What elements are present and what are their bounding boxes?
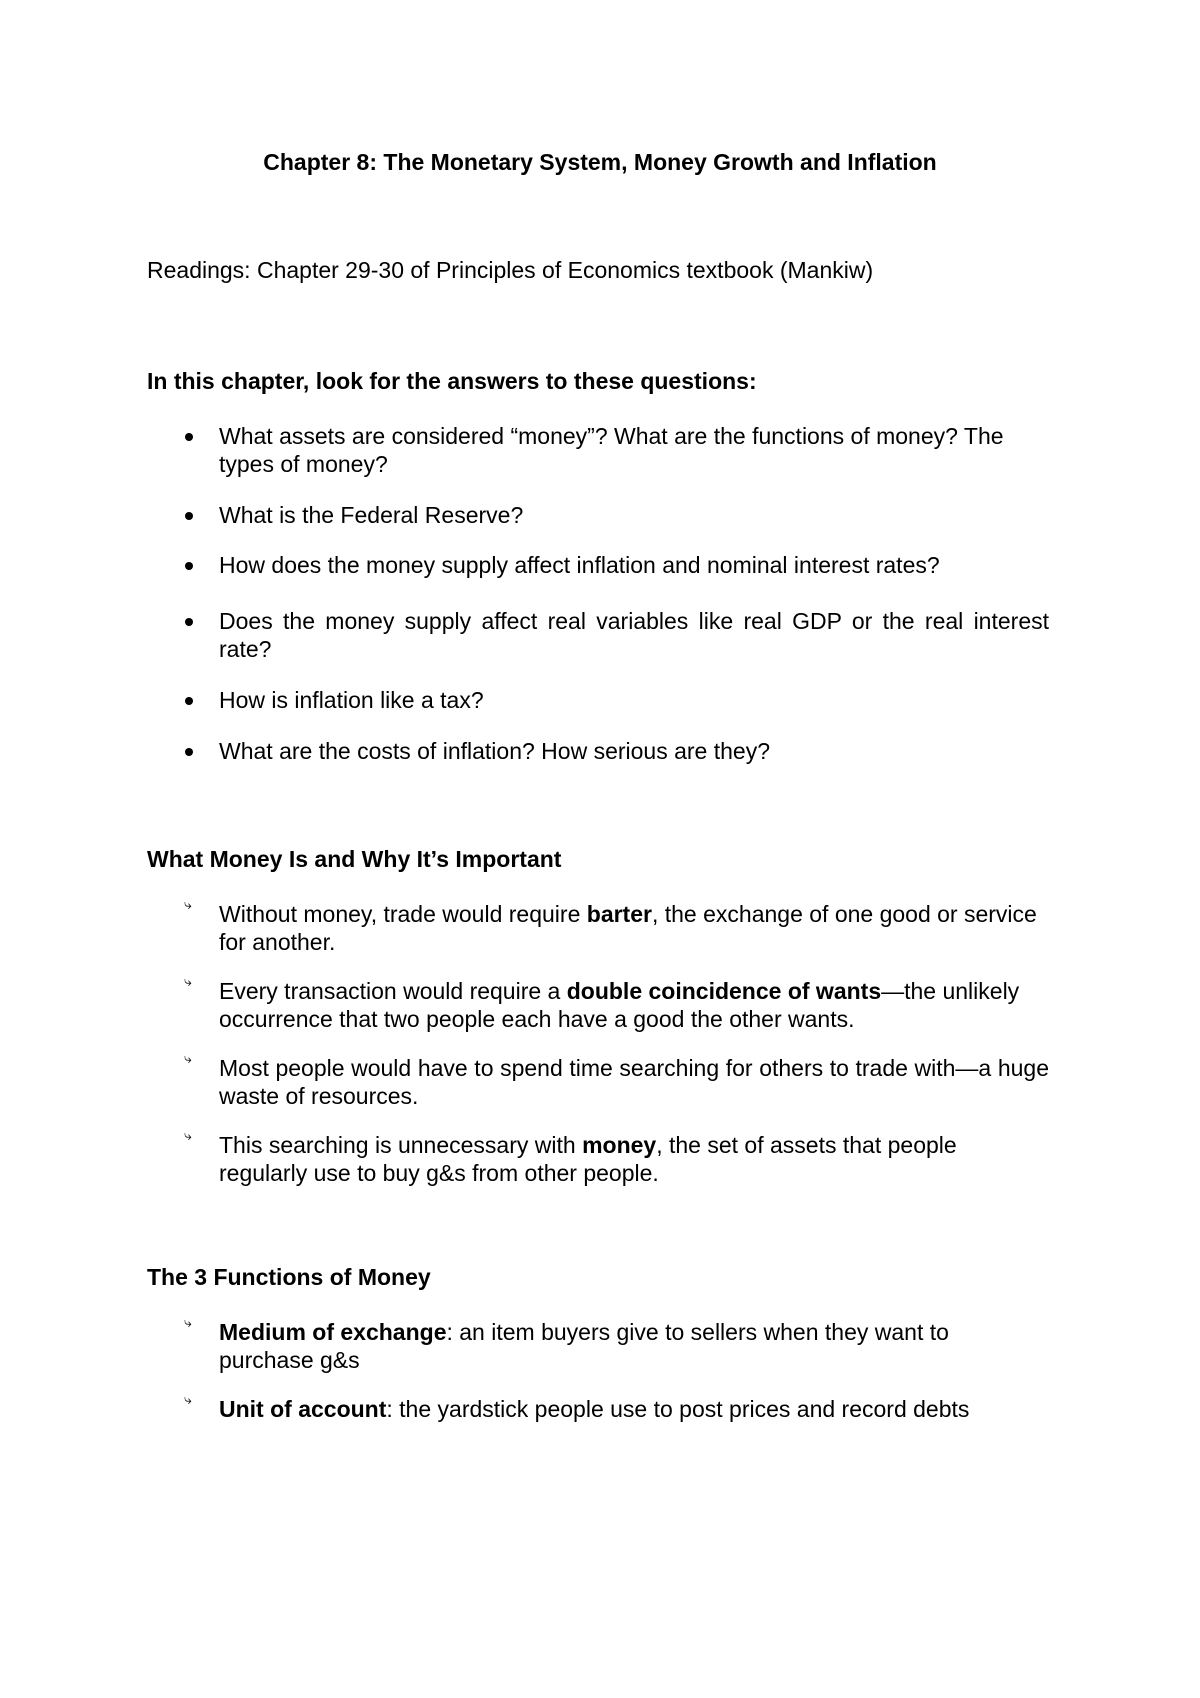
- point-text: —the unlikely occurrence that two people each have a good the other wants.: [219, 978, 1020, 1032]
- bullet-dot-icon: [182, 686, 200, 714]
- bullet-dot-icon: [182, 737, 200, 765]
- money-point: [184, 897, 1049, 956]
- questions-heading: In this chapter, look for the answers to these questions:: [147, 368, 757, 394]
- question-text: What assets are considered “money”? What are the functions of money? The types of money?: [219, 423, 1004, 477]
- point-text: This searching is unnecessary with: [219, 1132, 583, 1158]
- function-point: [184, 1315, 1049, 1374]
- question-item: [219, 737, 1049, 765]
- point-text: Without money, trade would require: [219, 901, 587, 927]
- key-term: Medium of exchange: [219, 1319, 447, 1345]
- function-point: [184, 1392, 1049, 1423]
- question-item: [219, 501, 1049, 529]
- key-term: barter: [586, 901, 652, 927]
- question-item: [219, 551, 1049, 579]
- point-text: : the yardstick people use to post prices and record debts: [386, 1396, 970, 1422]
- section-heading-money: What Money Is and Why It’s Important: [147, 846, 562, 872]
- bullet-dot-icon: [182, 607, 200, 635]
- money-point: [184, 974, 1049, 1033]
- arrow-bullet-icon: ⤷: [184, 1315, 192, 1331]
- point-text: , the set of assets that people regularly use to buy g&s from other people.: [219, 1132, 957, 1186]
- readings-line: Readings: Chapter 29-30 of Principles of Economics textbook (Mankiw): [147, 257, 874, 283]
- point-text: Every transaction would require a: [219, 978, 567, 1004]
- question-item: [219, 422, 1049, 478]
- question-text: How is inflation like a tax?: [219, 687, 484, 713]
- question-text: How does the money supply affect inflation and nominal interest rates?: [219, 552, 940, 578]
- question-text: What is the Federal Reserve?: [219, 502, 524, 528]
- chapter-title: Chapter 8: The Monetary System, Money Growth and Inflation: [263, 149, 937, 175]
- key-term: double coincidence of wants: [566, 978, 882, 1004]
- bullet-dot-icon: [182, 501, 200, 529]
- question-item: [219, 686, 1049, 714]
- point-text: Most people would have to spend time searching for others to trade with—a huge waste of resources.: [219, 1055, 1049, 1109]
- question-item: [219, 607, 1049, 663]
- bullet-dot-icon: [182, 551, 200, 579]
- key-term: Unit of account: [219, 1396, 387, 1422]
- bullet-dot-icon: [182, 422, 200, 450]
- section-heading-functions: The 3 Functions of Money: [147, 1264, 431, 1290]
- question-text: What are the costs of inflation? How serious are they?: [219, 738, 771, 764]
- arrow-bullet-icon: ⤷: [184, 1051, 192, 1067]
- point-text: : an item buyers give to sellers when they want to purchase g&s: [219, 1319, 949, 1373]
- arrow-bullet-icon: ⤷: [184, 897, 192, 913]
- money-point: [184, 1051, 1049, 1110]
- arrow-bullet-icon: ⤷: [184, 1392, 192, 1408]
- money-point: [184, 1128, 1049, 1187]
- question-text: Does the money supply affect real variables like real GDP or the real interest rate?: [219, 608, 1049, 662]
- key-term: money: [582, 1132, 657, 1158]
- arrow-bullet-icon: ⤷: [184, 1128, 192, 1144]
- point-text: , the exchange of one good or service for another.: [219, 901, 1037, 955]
- arrow-bullet-icon: ⤷: [184, 974, 192, 990]
